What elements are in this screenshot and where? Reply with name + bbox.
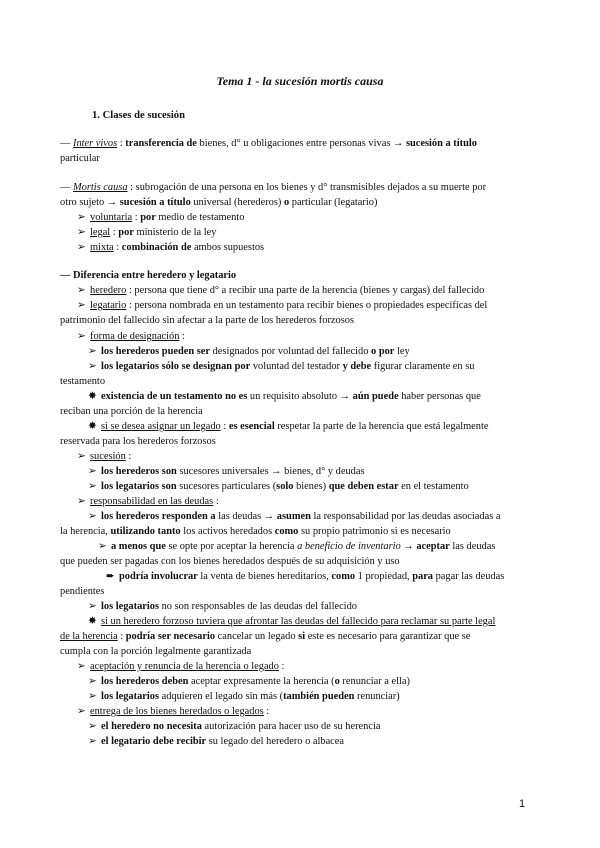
fat-arrow-bullet-icon: ➨: [106, 571, 115, 582]
paragraph-line: que pueden ser pagadas con los bienes heredados después de su adquisición y uso: [60, 556, 400, 567]
arrow-bullet-icon: ➢: [77, 285, 86, 296]
list-item: ➢ sucesión :: [77, 449, 542, 465]
arrow-bullet-icon: ➢: [77, 227, 86, 238]
list-item: ➢ los herederos deben aceptar expresamente la herencia (o renunciar a ella): [88, 674, 553, 690]
arrow-bullet-icon: ➢: [77, 661, 86, 672]
list-item: ➢ mixta : combinación de ambos supuestos: [77, 240, 542, 256]
arrow-bullet-icon: ➢: [77, 496, 86, 507]
list-item: ➢ los legatarios no son responsables de las deudas del fallecido: [88, 599, 553, 615]
list-item: ➢ los herederos son sucesores universales → bienes, d° y deudas: [88, 464, 553, 480]
list-item: ➢ el heredero no necesita autorización para hacer uso de su herencia: [88, 719, 553, 735]
arrow-bullet-icon: ➢: [88, 466, 97, 477]
arrow-bullet-icon: ➢: [88, 346, 97, 357]
arrow-bullet-icon: ➢: [98, 541, 107, 552]
arrow-bullet-icon: ➢: [88, 736, 97, 747]
arrow-bullet-icon: ➢: [88, 676, 97, 687]
arrow-bullet-icon: ➢: [77, 242, 86, 253]
arrow-bullet-icon: ➢: [77, 300, 86, 311]
arrow-bullet-icon: ➢: [88, 361, 97, 372]
star-bullet-icon: ✸: [88, 616, 97, 627]
arrow-bullet-icon: ➢: [77, 331, 86, 342]
list-item: ✸ si un heredero forzoso tuviera que afrontar las deudas del fallecido para reclamar su parte legal: [88, 614, 553, 630]
list-item: ➢ legatario : persona nombrada en un testamento para recibir bienes o propiedades específicas del: [77, 298, 542, 314]
list-item: ➢ el legatario debe recibir su legado del heredero o albacea: [88, 734, 553, 750]
list-item: ➢ responsabilidad en las deudas :: [77, 494, 542, 510]
list-item: ➢ aceptación y renuncia de la herencia o legado :: [77, 659, 542, 675]
arrow-bullet-icon: ➢: [77, 451, 86, 462]
section-heading: 1. Clases de sucesión: [92, 110, 185, 121]
arrow-bullet-icon: ➢: [88, 721, 97, 732]
paragraph-line: — Mortis causa : subrogación de una persona en los bienes y d° transmisibles dejados a su muerte por: [60, 182, 487, 193]
paragraph-line: otro sujeto → sucesión a título universal (herederos) o particular (legatario): [60, 197, 378, 208]
list-item: ➢ los legatarios son sucesores particulares (solo bienes) que deben estar en el testamento: [88, 479, 553, 495]
paragraph-line: reservada para los herederos forzosos: [60, 436, 216, 447]
list-item: ➢ heredero : persona que tiene d° a recibir una parte de la herencia (bienes y cargas) del fallecido: [77, 283, 542, 299]
list-item: ✸ existencia de un testamento no es un requisito absoluto → aún puede haber personas que: [88, 389, 553, 405]
paragraph-line: de la herencia : podría ser necesario cancelar un legado si este es necesario para garantizar que se: [60, 631, 471, 642]
list-item: ➢ entrega de los bienes heredados o legados :: [77, 704, 542, 720]
paragraph-line: — Inter vivos : transferencia de bienes, d° u obligaciones entre personas vivas → sucesión a título: [60, 138, 477, 149]
arrow-bullet-icon: ➢: [77, 212, 86, 223]
list-item: ➢ voluntaria : por medio de testamento: [77, 210, 542, 226]
arrow-bullet-icon: ➢: [77, 706, 86, 717]
arrow-bullet-icon: ➢: [88, 601, 97, 612]
paragraph-line: — Diferencia entre heredero y legatario: [60, 270, 237, 281]
paragraph-line: pendientes: [60, 586, 105, 597]
arrow-bullet-icon: ➢: [88, 481, 97, 492]
list-item: ➢ los legatarios sólo se designan por voluntad del testador y debe figurar claramente en su: [88, 359, 553, 375]
list-item: ➨ podría involucrar la venta de bienes hereditarios, como 1 propiedad, para pagar las deudas: [106, 569, 531, 585]
paragraph-line: testamento: [60, 376, 106, 387]
star-bullet-icon: ✸: [88, 421, 97, 432]
list-item: ➢ los herederos pueden ser designados por voluntad del fallecido o por ley: [88, 344, 553, 360]
list-item: ➢ los herederos responden a las deudas → asumen la responsabilidad por las deudas asociadas a: [88, 509, 553, 525]
document-title: Tema 1 - la sucesión mortis causa: [216, 74, 384, 88]
paragraph-line: cumpla con la porción legalmente garantizada: [60, 646, 252, 657]
paragraph-line: patrimonio del fallecido sin afectar a la parte de los herederos forzosos: [60, 315, 354, 326]
list-item: ➢ los legatarios adquieren el legado sin más (también pueden renunciar): [88, 689, 553, 705]
arrow-bullet-icon: ➢: [88, 691, 97, 702]
list-item: ➢ legal : por ministerio de la ley: [77, 225, 542, 241]
star-bullet-icon: ✸: [88, 391, 97, 402]
paragraph-line: particular: [60, 153, 100, 164]
paragraph-line: reciban una porción de la herencia: [60, 406, 203, 417]
list-item: ➢ a menos que se opte por aceptar la herencia a beneficio de inventario → aceptar las deudas: [98, 539, 528, 555]
list-item: ➢ forma de designación :: [77, 329, 542, 345]
list-item: ✸ si se desea asignar un legado : es esencial respetar la parte de la herencia que está legalmente: [88, 419, 553, 435]
arrow-bullet-icon: ➢: [88, 511, 97, 522]
page-number: 1: [519, 798, 526, 810]
paragraph-line: la herencia, utilizando tanto los activos heredados como su propio patrimonio si es necesario: [60, 526, 451, 537]
